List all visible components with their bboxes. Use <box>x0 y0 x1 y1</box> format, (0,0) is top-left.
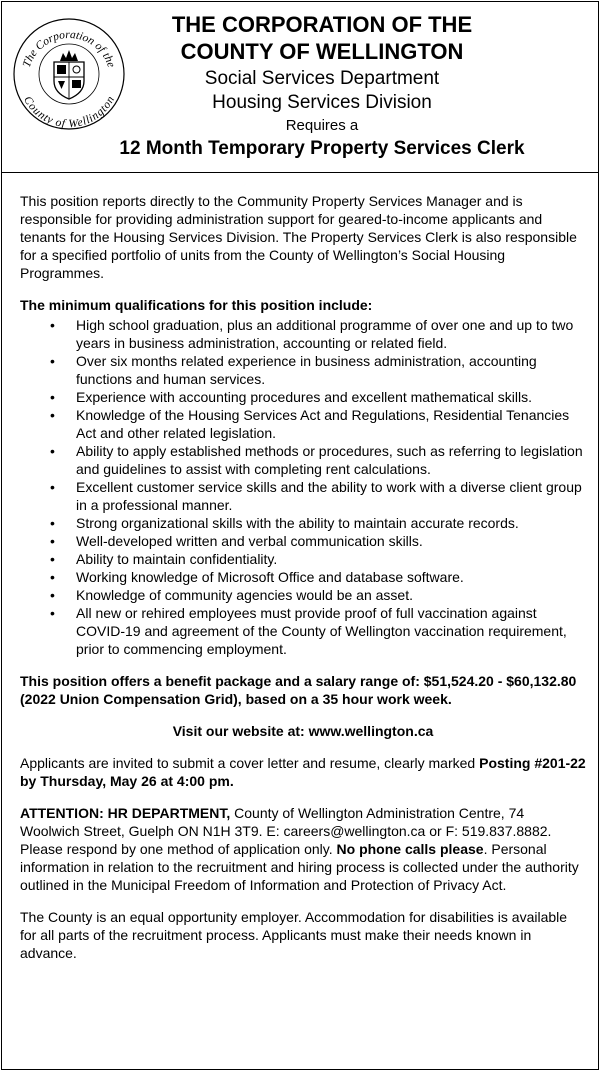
job-posting <box>1 1 599 1070</box>
bullet-icon: • <box>50 587 55 603</box>
attention-address: County of Wellington Administration Centre, 74 Woolwich Street, Guelph ON N1H 3T9. E: careers@wellington.ca or F: 519.837.8882. Please respond by one method of application only. <box>20 805 552 857</box>
attention-paragraph <box>20 804 586 894</box>
qualification-text: Working knowledge of Microsoft Office and database software. <box>76 569 464 585</box>
apply-text: Applicants are invited to submit a cover letter and resume, clearly marked <box>20 755 480 771</box>
job-title: 12 Month Temporary Property Services Clerk <box>119 138 525 159</box>
qualification-item <box>20 352 586 388</box>
requires-label: Requires a <box>285 117 359 134</box>
seal-ring-bottom: County of Wellington <box>21 94 118 131</box>
qualification-item <box>20 316 586 352</box>
bullet-icon: • <box>50 533 55 549</box>
bullet-icon: • <box>50 605 55 621</box>
qualification-text: Experience with accounting procedures and excellent mathematical skills. <box>76 389 533 405</box>
qualification-item <box>20 550 586 568</box>
bullet-icon: • <box>50 551 55 567</box>
apply-paragraph <box>20 754 586 790</box>
bullet-icon: • <box>50 353 55 369</box>
salary-paragraph: This position offers a benefit package and a salary range of: $51,524.20 - $60,132.80 (2022 Union Compensation Grid), based on a 35 hour work week. <box>20 673 577 707</box>
qualifications-list <box>20 316 586 658</box>
qualification-item <box>20 478 586 514</box>
county-seal-logo <box>12 17 126 131</box>
corporation-title-line2: COUNTY OF WELLINGTON <box>180 39 464 64</box>
intro-paragraph: This position reports directly to the Community Property Services Manager and is responsible for providing administration support for geared-to-income applicants and tenants for the Housing Services Division. The Property Services Clerk is also responsible for a specified portfolio of units from the County of Wellington’s Social Housing Programmes. <box>20 193 577 281</box>
qualification-text: Excellent customer service skills and the ability to work with a diverse client group in a professional manner. <box>76 479 582 513</box>
bullet-icon: • <box>50 407 55 423</box>
qualification-item <box>20 514 586 532</box>
privacy-notice: . Personal information in relation to the recruitment and hiring process is collected under the authority outlined in the Municipal Freedom of Information and Protection of Privacy Act. <box>20 841 579 893</box>
bullet-icon: • <box>50 569 55 585</box>
qualifications-heading: The minimum qualifications for this position include: <box>20 297 373 313</box>
bullet-icon: • <box>50 389 55 405</box>
division-name: Housing Services Division <box>212 92 432 113</box>
qualification-text: High school graduation, plus an additional programme of over one and up to two years in business administration, accounting or related field. <box>76 317 574 351</box>
corporation-title-line1: THE CORPORATION OF THE <box>171 12 473 37</box>
qualification-text: Well-developed written and verbal communication skills. <box>76 533 423 549</box>
qualification-item <box>20 532 586 550</box>
attention-label: ATTENTION: HR DEPARTMENT, <box>20 805 231 821</box>
qualification-item <box>20 568 586 586</box>
qualification-text: Knowledge of community agencies would be an asset. <box>76 587 413 603</box>
posting-deadline: Posting #201-22 by Thursday, May 26 at 4:00 pm. <box>20 755 586 789</box>
website-line: Visit our website at: www.wellington.ca <box>172 723 434 739</box>
qualification-item <box>20 604 586 658</box>
posting-header <box>2 2 598 173</box>
qualification-item <box>20 388 586 406</box>
no-calls-notice: No phone calls please <box>336 841 484 857</box>
qualification-item <box>20 586 586 604</box>
qualification-text: Over six months related experience in business administration, accounting functions and human services. <box>76 353 537 387</box>
bullet-icon: • <box>50 443 55 459</box>
posting-body <box>20 192 586 962</box>
qualification-text: Ability to apply established methods or procedures, such as referring to legislation and guidelines to assist with completing rent calculations. <box>76 443 583 477</box>
seal-ring-top: The Corporation of the <box>20 28 118 70</box>
qualification-text: All new or rehired employees must provide proof of full vaccination against COVID-19 and agreement of the County of Wellington vaccination requirement, prior to commencing employment. <box>76 605 567 657</box>
qualification-item <box>20 406 586 442</box>
department-name: Social Services Department <box>204 68 440 89</box>
qualification-item <box>20 442 586 478</box>
bullet-icon: • <box>50 479 55 495</box>
bullet-icon: • <box>50 317 55 333</box>
qualification-text: Ability to maintain confidentiality. <box>76 551 278 567</box>
bullet-icon: • <box>50 515 55 531</box>
qualification-text: Knowledge of the Housing Services Act and Regulations, Residential Tenancies Act and other related legislation. <box>76 407 570 441</box>
qualification-text: Strong organizational skills with the ability to maintain accurate records. <box>76 515 519 531</box>
equal-opportunity-paragraph: The County is an equal opportunity employer. Accommodation for disabilities is available for all parts of the recruitment process. Applicants must make their needs known in advance. <box>20 909 568 961</box>
